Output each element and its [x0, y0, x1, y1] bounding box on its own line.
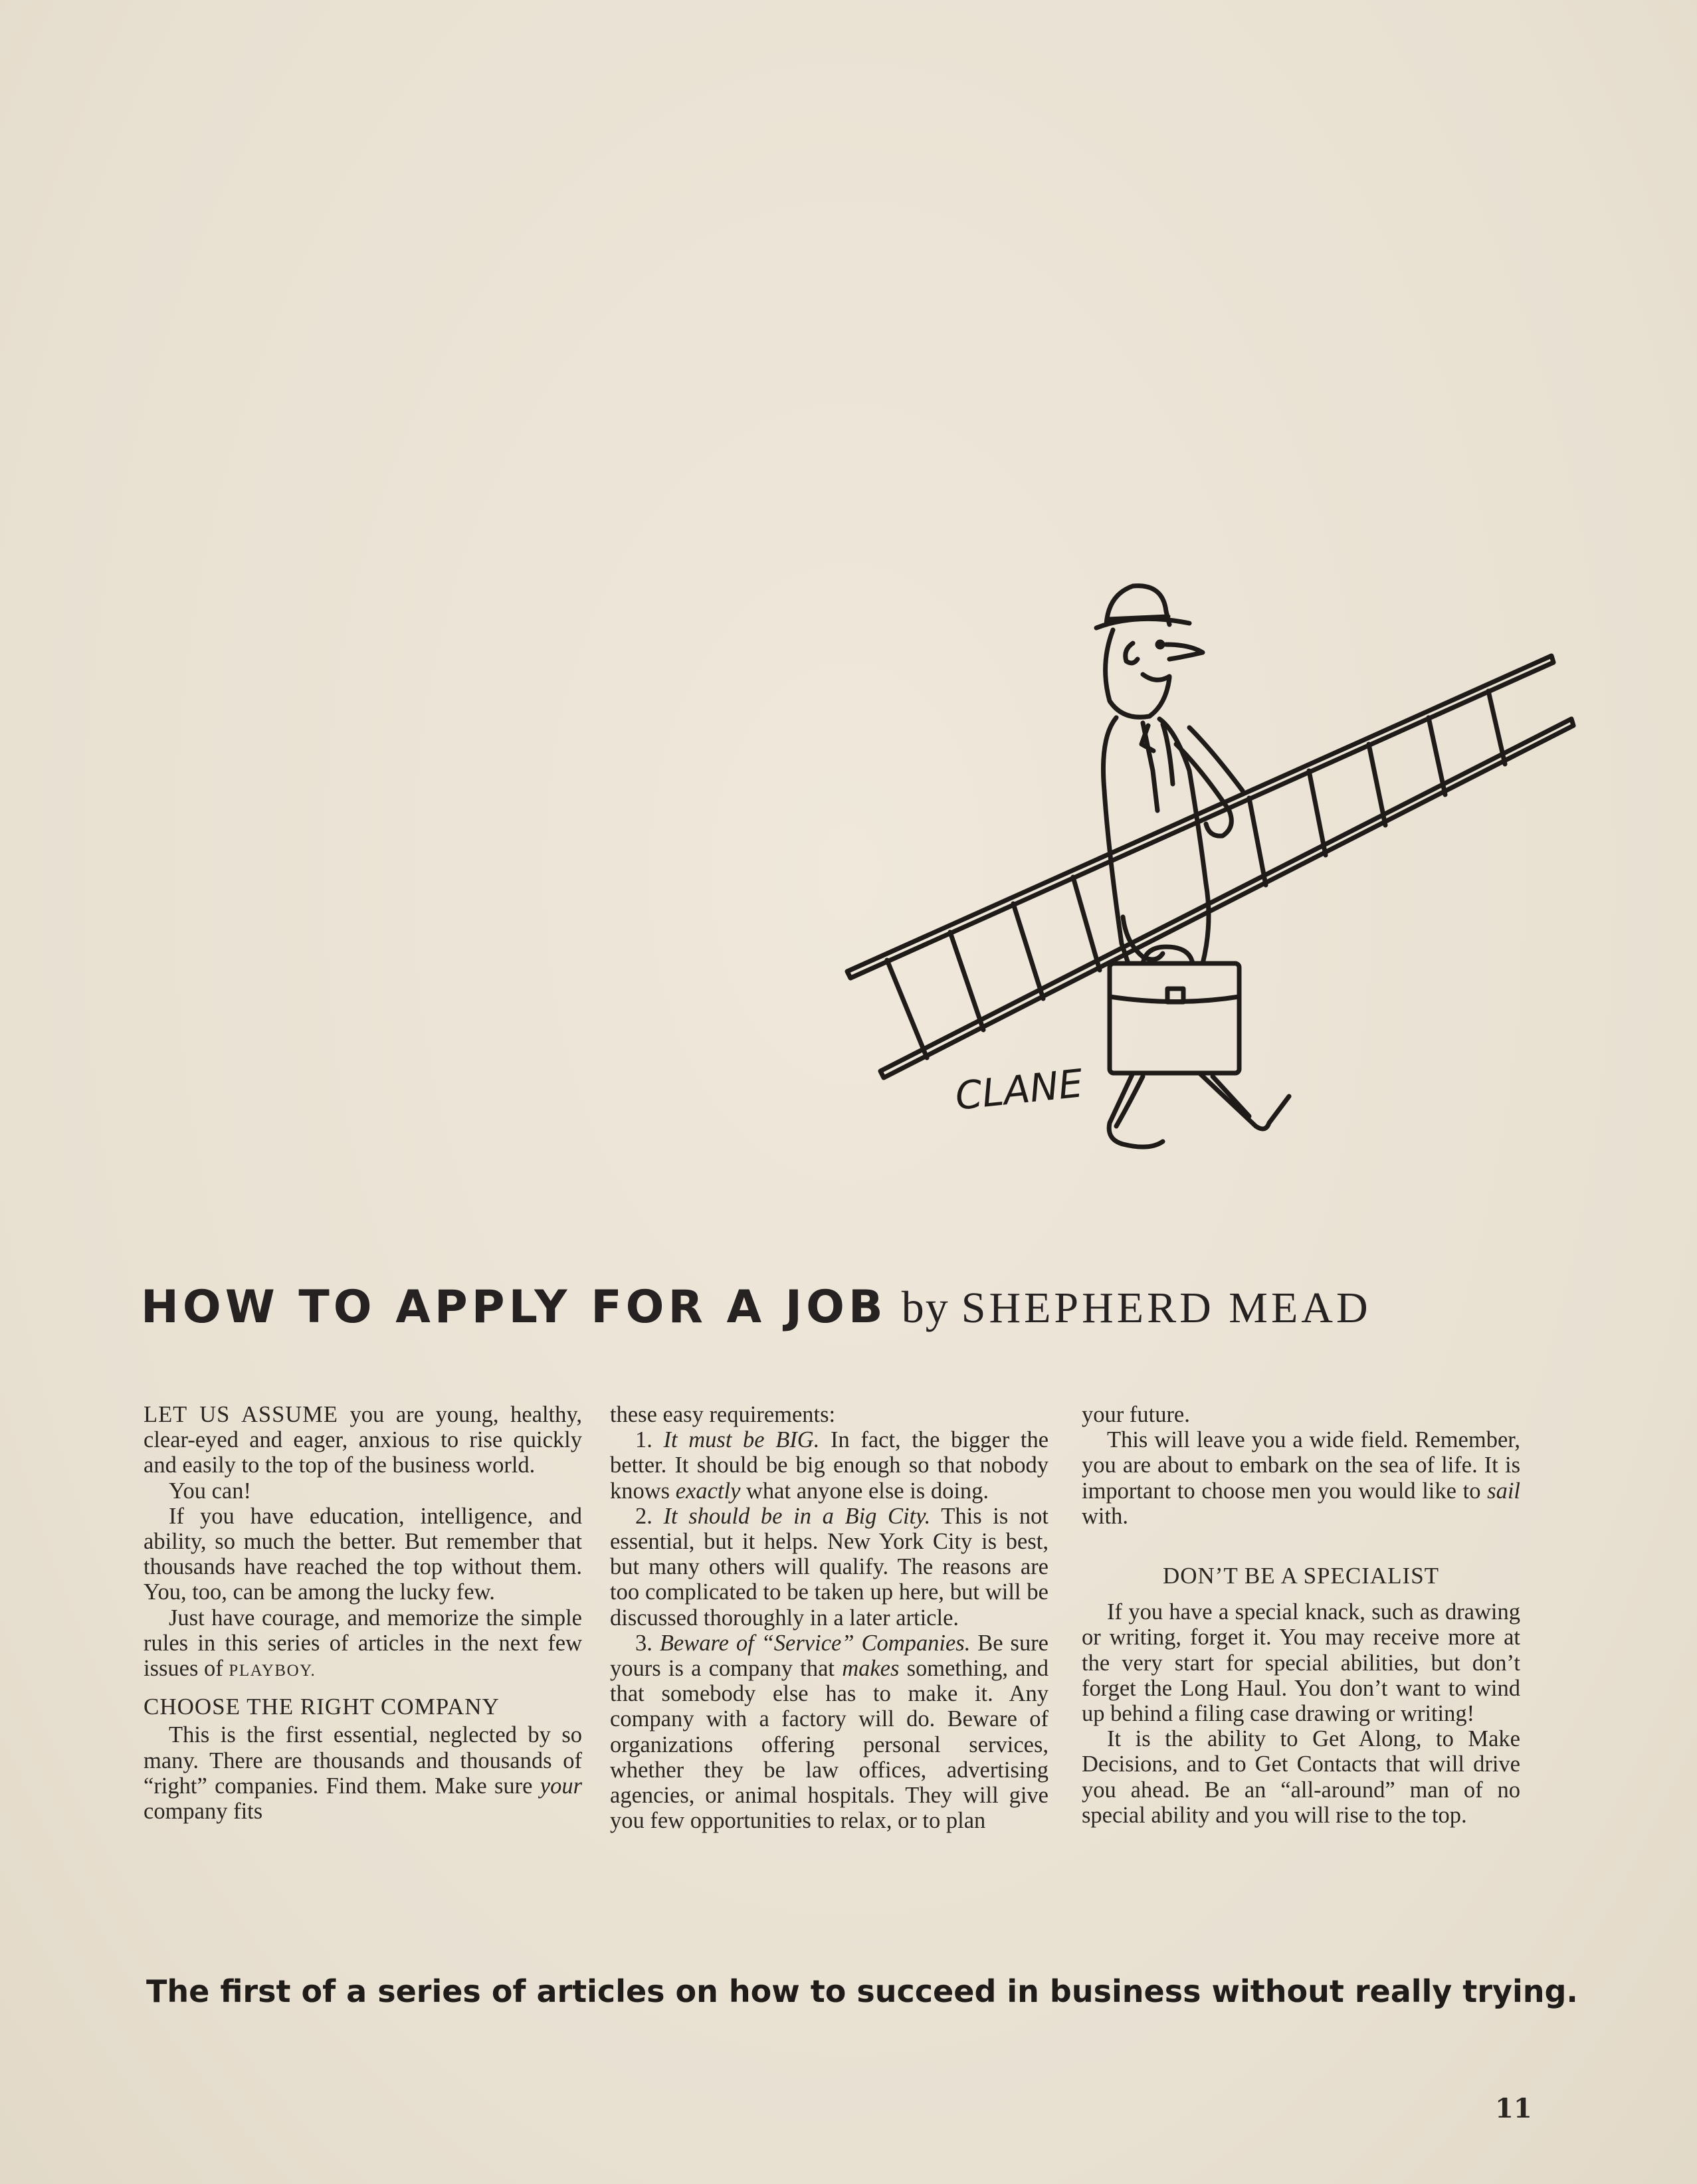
emphasis: It must be BIG. — [663, 1427, 820, 1453]
emphasis: exactly — [675, 1478, 741, 1504]
paragraph-text: company fits — [144, 1799, 263, 1825]
paragraph — [144, 1402, 582, 1478]
paragraph-text: In fact, the bigger the better. It should be big enough so that nobody knows — [610, 1427, 1049, 1504]
lead-in: LET US ASSUME — [144, 1402, 338, 1427]
ladder-rail-upper — [847, 656, 1553, 978]
requirement-3 — [610, 1631, 1048, 1834]
paragraph-text: what anyone else is doing. — [740, 1478, 989, 1504]
paragraph-text: This is the first essential, neglected by so many. There are thousands and thousands of “right” companies. Find them. Make sure — [144, 1722, 582, 1799]
paragraph: these easy requirements: — [610, 1402, 836, 1427]
article-headline — [141, 1281, 1523, 1354]
magazine-name: PLAYBOY. — [229, 1662, 316, 1680]
paragraph-text: Just have courage, and memorize the simple rules in this series of articles in the next few issues of — [144, 1605, 582, 1682]
emphasis: sail — [1487, 1478, 1520, 1504]
artist-signature: CLANE — [953, 1060, 1085, 1119]
list-number: 1. — [635, 1427, 664, 1453]
briefcase — [1110, 963, 1239, 1073]
article-title: HOW TO APPLY FOR A JOB — [141, 1281, 887, 1334]
requirement-1 — [610, 1427, 1048, 1504]
text-column-3 — [1082, 1402, 1520, 1828]
emphasis: makes — [842, 1656, 900, 1682]
author-name: SHEPHERD MEAD — [961, 1284, 1371, 1332]
paragraph: You can! — [169, 1478, 251, 1504]
emphasis: It should be in a Big City. — [663, 1503, 931, 1529]
text-column-1 — [144, 1402, 582, 1824]
requirement-2 — [610, 1504, 1048, 1631]
paragraph-text: This will leave you a wide field. Remember, you are about to embark on the sea of life. It is important to choose men you would like to — [1082, 1427, 1520, 1504]
section-heading: CHOOSE THE RIGHT COMPANY — [144, 1694, 500, 1720]
page-number: 11 — [1495, 2093, 1532, 2124]
paragraph: If you have a special knack, such as drawing or writing, forget it. You may receive more at the very start for special abilities, but don’t forget the Long Haul. You don’t want to wind up behind a filing case drawing or writing! — [1082, 1599, 1520, 1727]
byline-by: by — [901, 1282, 949, 1332]
section-heading: DON’T BE A SPECIALIST — [1162, 1563, 1440, 1589]
paragraph — [144, 1722, 582, 1824]
paragraph: If you have education, intelligence, and ability, so much the better. But remember that thousands have reached the top without them. You, too, can be among the lucky few. — [144, 1503, 582, 1605]
paragraph-text: Be sure yours is a company that — [610, 1630, 1048, 1682]
paragraph — [144, 1605, 582, 1684]
paragraph: It is the ability to Get Along, to Make Decisions, and to Get Contacts that will drive you ahead. Be an “all-around” man of no special ability and you will rise to the top. — [1082, 1726, 1520, 1828]
paragraph-text: with. — [1082, 1503, 1128, 1529]
list-number: 3. — [635, 1630, 660, 1656]
paragraph — [1082, 1427, 1520, 1529]
emphasis: your — [540, 1773, 582, 1799]
paragraph-text: something, and that somebody else has to make it. Any company with a factory will do. Beware of organizations offering personal services, whether they be law offices, advertising agencies, or animal hospitals. They will give you few opportunities to relax, or to plan — [610, 1656, 1048, 1834]
man-carrying-ladder-illustration — [831, 571, 1595, 1169]
emphasis: Beware of “Service” Companies. — [659, 1630, 971, 1656]
text-column-2 — [610, 1402, 1048, 1833]
list-number: 2. — [635, 1503, 664, 1529]
paragraph: your future. — [1082, 1402, 1190, 1427]
paragraph-text: you are young, healthy, clear-eyed and eager, anxious to rise quickly and easily to the top of the business world. — [144, 1402, 582, 1478]
series-tagline: The first of a series of articles on how to succeed in business without really trying. — [146, 1973, 1578, 2009]
paragraph-text: This is not essential, but it helps. New York City is best, but many others will qualify. The reasons are too complicated to be taken up here, but will be discussed thoroughly in a later article. — [610, 1503, 1049, 1631]
